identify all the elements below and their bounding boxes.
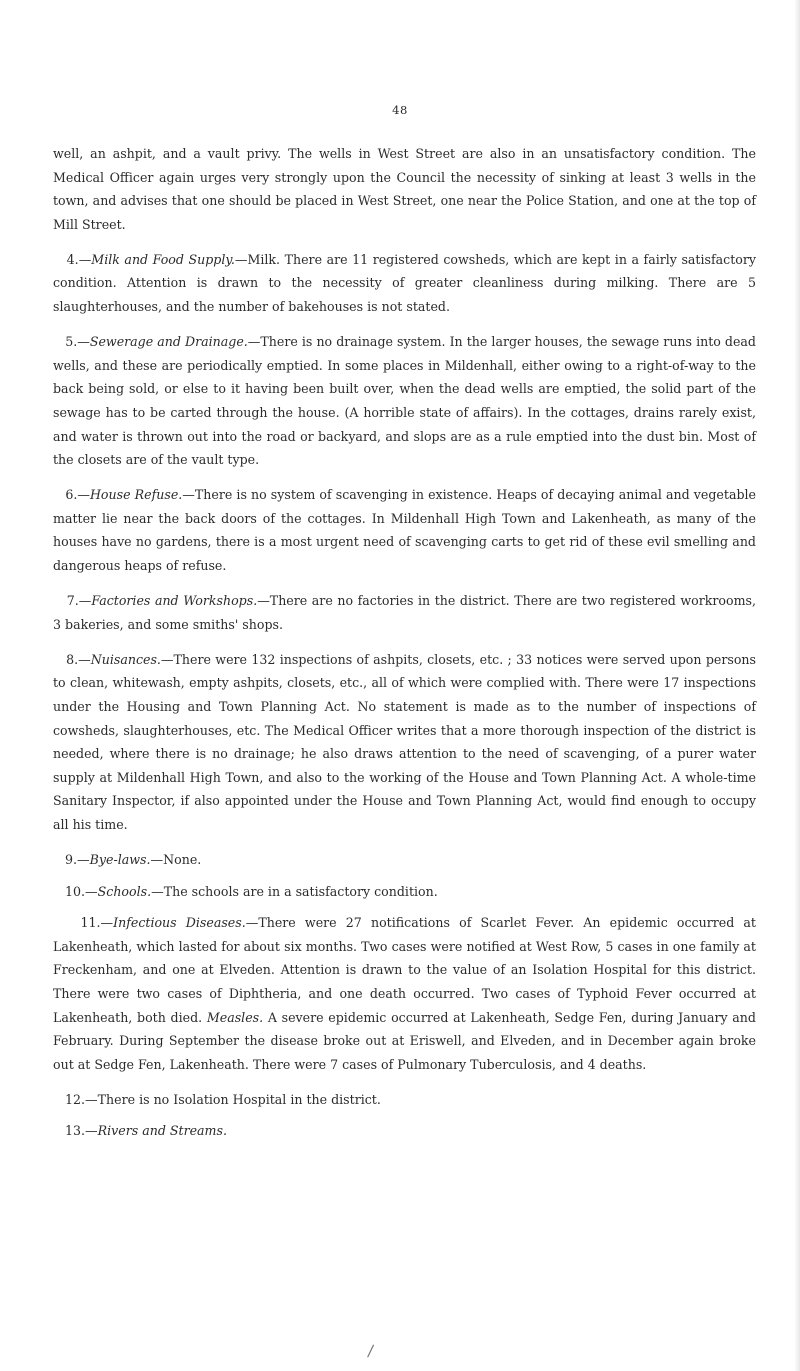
section-text: —There is no system of scavenging in existence. Heaps of decaying animal and vegetable matter lie near the back doors of the cottages. In Mildenhall High Town and Lakenheath, as many of the houses have no gardens, there is a most urgent need of scavenging carts to get rid of these evil smelling and dangerous heaps of refuse. [53, 487, 756, 573]
section-heading: House Refuse. [89, 487, 183, 503]
section-infectious-diseases [53, 911, 756, 1076]
section-house-refuse [53, 483, 756, 577]
section-text: —The schools are in a satisfactory condition. [151, 883, 438, 899]
section-schools [53, 880, 756, 904]
section-heading: Schools. [97, 883, 152, 899]
section-sewerage-drainage [53, 330, 756, 472]
section-milk-food-supply [53, 248, 756, 319]
section-heading: Bye-laws. [89, 852, 151, 868]
section-text: —There is no drainage system. In the larger houses, the sewage runs into dead wells, and these are periodically emptied. In some places in Mildenhall, either owing to a right-of-way to the back being sold, or else to it having been built over, when the dead wells are emptied, the solid part of the sewage has to be carted through the house. (A horrible state of affairs). In the cottages, drains rarely exist, and water is thrown out into the road or backyard, and slops are as a rule emptied into the dust bin. Most of the closets are of the vault type. [53, 334, 756, 468]
section-factories-workshops [53, 589, 756, 636]
section-heading: Rivers and Streams. [97, 1123, 227, 1139]
section-number: 6.— [65, 487, 90, 503]
section-text: A severe epidemic occurred at Lakenheath, Sedge Fen, during January and February. During September the disease broke out at Eriswell, and Elveden, and in December again broke out at Sedge Fen, Lakenheath. There were 7 cases of Pulmonary Tuberculosis, and 4 deaths. [53, 1009, 756, 1072]
section-number: 4.— [66, 251, 92, 267]
section-number: 5.— [65, 334, 90, 350]
section-number: 8.— [66, 651, 91, 667]
section-text: —There were 27 notifications of Scarlet Fever. An epidemic occurred at Lakenheath, which lasted for about six months. Two cases were notified at West Row, 5 cases in one family at Freckenham, and one at Elveden. Attention is drawn to the value of an Isolation Hospital for this district. There were two cases of Diphtheria, and one death occurred. Two cases of Typhoid Fever occurred at Lakenheath, both died. [53, 915, 756, 1025]
section-text: 12.—There is no Isolation Hospital in the district. [65, 1091, 381, 1107]
section-text: —None. [150, 852, 202, 868]
section-number: 9.— [65, 852, 90, 868]
section-rivers-streams [53, 1119, 756, 1143]
section-isolation-hospital [53, 1088, 756, 1112]
subsection-heading-measles: Measles. [206, 1009, 264, 1025]
section-heading: Sewerage and Drainage. [89, 334, 248, 350]
section-text: —There were 132 inspections of ashpits, closets, etc. ; 33 notices were served upon persons to clean, whitewash, empty ashpits, closets, etc., all of which were complied with. There were 17 inspections under the Housing and Town Planning Act. No statement is made as to the number of inspections of cowsheds, slaughterhouses, etc. The Medical Officer writes that a more thorough inspection of the district is needed, where there is no drainage; he also draws attention to the need of scavenging, of a purer water supply at Mildenhall High Town, and also to the working of the House and Town Planning Act. A whole-time Sanitary Inspector, if also appointed under the House and Town Planning Act, would find enough to occupy all his time. [53, 651, 756, 832]
section-bye-laws [53, 848, 756, 872]
section-heading: Factories and Workshops. [91, 593, 258, 609]
section-number: 7.— [66, 593, 92, 609]
section-heading: Infectious Diseases. [113, 915, 246, 931]
section-text: —There are no factories in the district. There are two registered workrooms, 3 bakeries, and some smiths' shops. [53, 593, 757, 632]
page-edge-shadow [794, 0, 800, 1371]
paragraph-continuation: well, an ashpit, and a vault privy. The wells in West Street are also in an unsatisfactory condition. The Medical Officer again urges very strongly upon the Council the necessity of sinking at least 3 wells in the town, and advises that one should be placed in West Street, one near the Police Station, and one at the top of Mill Street. [53, 146, 756, 232]
section-text: —Milk. There are 11 registered cowsheds, which are kept in a fairly satisfactory condition. Attention is drawn to the necessity of greater cleanliness during milking. There are 5 slaughterhouses, and the number of bakehouses is not stated. [53, 251, 756, 315]
section-heading: Nuisances. [90, 651, 161, 667]
document-body [53, 142, 756, 1151]
section-number: 13.— [65, 1123, 98, 1139]
section-number: 10.— [65, 883, 98, 899]
section-number: 11.— [80, 915, 114, 931]
section-nuisances [53, 648, 756, 837]
page-number: 48 [392, 103, 408, 117]
stray-pencil-mark: / [366, 1340, 375, 1361]
section-heading: Milk and Food Supply. [91, 251, 235, 267]
